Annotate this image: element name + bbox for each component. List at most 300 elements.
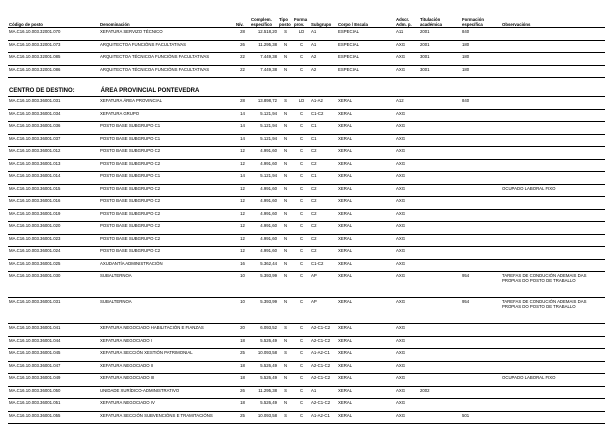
cell-subgrupo: A2-C1-C2 <box>310 399 337 412</box>
cell-niv: 18 <box>235 361 250 374</box>
cell-titulacion <box>419 209 461 222</box>
cell-adscr: AXG <box>395 234 419 247</box>
cell-forma: C <box>293 159 310 172</box>
cell-formacion <box>461 134 501 147</box>
cell-codigo: MA.C16.10.003.36001.014 <box>8 172 99 185</box>
cell-titulacion <box>419 234 461 247</box>
cell-corpo: ESPECIAL <box>337 40 395 53</box>
cell-adscr: AXG <box>395 336 419 349</box>
cell-subgrupo: A1 <box>310 40 337 53</box>
table-row <box>8 172 605 185</box>
cell-niv: 26 <box>235 386 250 399</box>
table-row <box>8 147 605 160</box>
cell-denominacion: ARQUITECTOA TÉCNICOA FUNCIÓNS FACULTATIVAS <box>99 65 235 78</box>
table-row <box>8 197 605 210</box>
cell-complemento: 4.991,60 <box>250 209 278 222</box>
cell-corpo: XERAL <box>337 122 395 135</box>
cell-codigo: MA.C16.10.003.36001.041 <box>8 324 99 337</box>
cell-subgrupo: A2-C1-C2 <box>310 374 337 387</box>
cell-observacions <box>501 53 605 66</box>
cell-observacions: TAREFAS DE CONDUCIÓN ADEMAIS DAS PROPIAS DO POSTO DE TRABALLO <box>501 298 605 324</box>
cell-niv: 16 <box>235 259 250 272</box>
cell-corpo: XERAL <box>337 247 395 260</box>
cell-corpo: XERAL <box>337 97 395 110</box>
cell-subgrupo: C2 <box>310 234 337 247</box>
cell-titulacion <box>419 122 461 135</box>
cell-titulacion <box>419 97 461 110</box>
cell-denominacion: POSTO BASE SUBGRUPO C2 <box>99 209 235 222</box>
cell-adscr: AXG <box>395 184 419 197</box>
cell-adscr: AXG <box>395 247 419 260</box>
cell-observacions <box>501 209 605 222</box>
cell-codigo: MA.C16.10.003.36001.051 <box>8 399 99 412</box>
cell-tipo: S <box>278 28 293 41</box>
cell-observacions <box>501 197 605 210</box>
cell-titulacion <box>419 197 461 210</box>
cell-niv: 14 <box>235 122 250 135</box>
table-row <box>8 349 605 362</box>
cell-adscr: AXG <box>395 259 419 272</box>
cell-corpo: XERAL <box>337 172 395 185</box>
cell-formacion: 840 <box>461 28 501 41</box>
cell-niv: 12 <box>235 159 250 172</box>
col-header-forma: Forma prov. <box>293 11 310 28</box>
cell-adscr: AXG <box>395 222 419 235</box>
cell-adscr: AXG <box>395 324 419 337</box>
cell-denominacion: XEFATURA ÁREA PROVINCIAL <box>99 97 235 110</box>
table-row <box>8 209 605 222</box>
cell-observacions <box>501 349 605 362</box>
col-header-observacions: Observacións <box>501 11 605 28</box>
cell-subgrupo: AP <box>310 272 337 298</box>
cell-denominacion: AXUDANTÍA ADMINISTRACIÓN <box>99 259 235 272</box>
cell-denominacion: POSTO BASE SUBGRUPO C2 <box>99 222 235 235</box>
cell-denominacion: XEFATURA SECCIÓN SUBVENCIÓNS E TRAMITACIÓNS <box>99 411 235 424</box>
cell-tipo: N <box>278 197 293 210</box>
cell-codigo: MA.C16.10.003.36001.031 <box>8 298 99 324</box>
table-row <box>8 336 605 349</box>
table-row <box>8 122 605 135</box>
cell-titulacion <box>419 134 461 147</box>
cell-codigo: MA.C16.10.003.32001.086 <box>8 65 99 78</box>
cell-titulacion: 3001 <box>419 65 461 78</box>
col-header-tipo: Tipo posto <box>278 11 293 28</box>
cell-observacions <box>501 28 605 41</box>
cell-complemento: 6.093,52 <box>250 324 278 337</box>
cell-adscr: A11 <box>395 28 419 41</box>
cell-observacions <box>501 147 605 160</box>
table-row <box>8 399 605 412</box>
cell-niv: 22 <box>235 65 250 78</box>
cell-forma: C <box>293 53 310 66</box>
cell-titulacion <box>419 172 461 185</box>
cell-formacion <box>461 234 501 247</box>
cell-titulacion: 3001 <box>419 53 461 66</box>
centre-heading <box>8 78 605 97</box>
cell-formacion <box>461 361 501 374</box>
cell-denominacion: UNIDADE XURÍDICO-ADMINISTRATIVO <box>99 386 235 399</box>
cell-complemento: 5.526,49 <box>250 361 278 374</box>
cell-formacion <box>461 197 501 210</box>
cell-corpo: XERAL <box>337 134 395 147</box>
cell-codigo: MA.C16.10.003.36001.049 <box>8 374 99 387</box>
cell-complemento: 12.518,20 <box>250 28 278 41</box>
cell-observacions <box>501 336 605 349</box>
cell-titulacion <box>419 147 461 160</box>
cell-adscr: AXG <box>395 386 419 399</box>
col-header-corpo: Corpo / Escala <box>337 11 395 28</box>
cell-complemento: 7.449,38 <box>250 65 278 78</box>
cell-denominacion: POSTO BASE SUBGRUPO C1 <box>99 122 235 135</box>
cell-codigo: MA.C16.10.003.36001.045 <box>8 349 99 362</box>
cell-adscr: AXG <box>395 134 419 147</box>
cell-observacions <box>501 361 605 374</box>
cell-titulacion <box>419 411 461 424</box>
col-header-adscr: Adscr. Adm. p. <box>395 11 419 28</box>
cell-tipo: S <box>278 324 293 337</box>
cell-tipo: N <box>278 159 293 172</box>
cell-observacions <box>501 324 605 337</box>
cell-tipo: N <box>278 222 293 235</box>
cell-observacions <box>501 40 605 53</box>
cell-adscr: AXG <box>395 298 419 324</box>
cell-complemento: 4.991,60 <box>250 197 278 210</box>
centre-label: CENTRO DE DESTINO: <box>9 88 75 94</box>
cell-codigo: MA.C16.10.003.36001.025 <box>8 259 99 272</box>
table-header <box>8 11 605 28</box>
cell-niv: 10 <box>235 272 250 298</box>
cell-corpo: XERAL <box>337 298 395 324</box>
cell-corpo: ESPECIAL <box>337 65 395 78</box>
cell-complemento: 5.526,49 <box>250 336 278 349</box>
cell-adscr: AXG <box>395 109 419 122</box>
cell-adscr: AXG <box>395 197 419 210</box>
cell-denominacion: XEFATURA NEGOCIADO HABILITACIÓN E FIANZAS <box>99 324 235 337</box>
cell-tipo: N <box>278 40 293 53</box>
cell-codigo: MA.C16.10.003.36001.023 <box>8 234 99 247</box>
cell-denominacion: XEFATURA NEGOCIADO III <box>99 374 235 387</box>
cell-denominacion: ARQUITECTOA TÉCNICOA FUNCIÓNS FACULTATIVAS <box>99 53 235 66</box>
cell-tipo: N <box>278 172 293 185</box>
cell-complemento: 5.121,94 <box>250 134 278 147</box>
cell-formacion <box>461 374 501 387</box>
cell-codigo: MA.C16.10.003.36001.047 <box>8 361 99 374</box>
cell-subgrupo: C2 <box>310 184 337 197</box>
cell-forma: C <box>293 147 310 160</box>
cell-forma: C <box>293 298 310 324</box>
cell-formacion: 180 <box>461 40 501 53</box>
cell-complemento: 11.295,38 <box>250 40 278 53</box>
cell-titulacion: 2002 <box>419 386 461 399</box>
cell-tipo: N <box>278 272 293 298</box>
table-body-group1 <box>8 28 605 78</box>
table-row <box>8 40 605 53</box>
cell-denominacion: XEFATURA GRUPO <box>99 109 235 122</box>
cell-codigo: MA.C16.10.003.36001.036 <box>8 122 99 135</box>
cell-complemento: 4.991,60 <box>250 159 278 172</box>
cell-adscr: AXG <box>395 65 419 78</box>
table-row <box>8 259 605 272</box>
cell-forma: C <box>293 234 310 247</box>
cell-denominacion: SUBALTERNOA <box>99 272 235 298</box>
table-row <box>8 272 605 298</box>
cell-denominacion: POSTO BASE SUBGRUPO C1 <box>99 172 235 185</box>
cell-complemento: 4.991,60 <box>250 184 278 197</box>
cell-forma: C <box>293 134 310 147</box>
cell-forma: C <box>293 272 310 298</box>
cell-codigo: MA.C16.10.003.36001.024 <box>8 247 99 260</box>
cell-adscr: AXG <box>395 147 419 160</box>
cell-niv: 14 <box>235 109 250 122</box>
cell-subgrupo: A2 <box>310 53 337 66</box>
cell-codigo: MA.C16.10.003.36001.016 <box>8 197 99 210</box>
cell-observacions <box>501 386 605 399</box>
cell-codigo: MA.C16.10.003.32001.073 <box>8 40 99 53</box>
cell-formacion: 840 <box>461 97 501 110</box>
cell-niv: 12 <box>235 197 250 210</box>
cell-corpo: XERAL <box>337 109 395 122</box>
table-body-group2 <box>8 97 605 424</box>
cell-subgrupo: C1 <box>310 122 337 135</box>
cell-complemento: 4.991,60 <box>250 247 278 260</box>
cell-formacion <box>461 209 501 222</box>
cell-niv: 18 <box>235 336 250 349</box>
cell-forma: C <box>293 247 310 260</box>
cell-forma: C <box>293 197 310 210</box>
table-row <box>8 361 605 374</box>
table-row <box>8 159 605 172</box>
cell-corpo: XERAL <box>337 222 395 235</box>
cell-formacion <box>461 122 501 135</box>
cell-formacion: 954 <box>461 298 501 324</box>
cell-niv: 18 <box>235 374 250 387</box>
cell-codigo: MA.C16.10.003.36001.019 <box>8 209 99 222</box>
cell-niv: 14 <box>235 172 250 185</box>
cell-forma: C <box>293 336 310 349</box>
positions-table <box>8 11 605 424</box>
cell-codigo: MA.C16.10.003.36001.055 <box>8 411 99 424</box>
cell-tipo: S <box>278 349 293 362</box>
cell-denominacion: XEFATURA SERVIZO TÉCNICO <box>99 28 235 41</box>
cell-formacion <box>461 399 501 412</box>
col-header-subgrupo: Subgrupo <box>310 11 337 28</box>
cell-observacions <box>501 259 605 272</box>
cell-observacions <box>501 247 605 260</box>
cell-subgrupo: A1-A2-C1 <box>310 349 337 362</box>
cell-observacions <box>501 172 605 185</box>
cell-corpo: XERAL <box>337 209 395 222</box>
cell-corpo: XERAL <box>337 386 395 399</box>
cell-tipo: N <box>278 247 293 260</box>
cell-denominacion: SUBALTERNOA <box>99 298 235 324</box>
cell-subgrupo: A2-C1-C2 <box>310 324 337 337</box>
cell-titulacion <box>419 361 461 374</box>
cell-observacions <box>501 222 605 235</box>
cell-forma: C <box>293 399 310 412</box>
cell-titulacion <box>419 374 461 387</box>
cell-tipo: N <box>278 53 293 66</box>
cell-tipo: N <box>278 336 293 349</box>
cell-complemento: 5.526,49 <box>250 374 278 387</box>
cell-forma: C <box>293 65 310 78</box>
cell-niv: 28 <box>235 97 250 110</box>
cell-adscr: AXG <box>395 40 419 53</box>
cell-corpo: XERAL <box>337 197 395 210</box>
cell-observacions: OCUPADO LABORAL FIXO <box>501 184 605 197</box>
cell-forma: C <box>293 109 310 122</box>
cell-adscr: AXG <box>395 209 419 222</box>
cell-titulacion <box>419 336 461 349</box>
cell-titulacion: 2001 <box>419 28 461 41</box>
cell-formacion <box>461 222 501 235</box>
cell-niv: 18 <box>235 399 250 412</box>
cell-complemento: 4.991,60 <box>250 222 278 235</box>
cell-observacions <box>501 109 605 122</box>
cell-denominacion: POSTO BASE SUBGRUPO C2 <box>99 247 235 260</box>
cell-denominacion: POSTO BASE SUBGRUPO C2 <box>99 184 235 197</box>
cell-complemento: 5.526,49 <box>250 399 278 412</box>
table-row <box>8 324 605 337</box>
table-row <box>8 222 605 235</box>
cell-titulacion <box>419 298 461 324</box>
cell-corpo: XERAL <box>337 349 395 362</box>
cell-formacion <box>461 247 501 260</box>
table-row <box>8 65 605 78</box>
cell-codigo: MA.C16.10.003.36001.013 <box>8 159 99 172</box>
cell-formacion <box>461 386 501 399</box>
cell-subgrupo: C1-C2 <box>310 109 337 122</box>
cell-forma: C <box>293 324 310 337</box>
cell-tipo: N <box>278 374 293 387</box>
cell-tipo: N <box>278 361 293 374</box>
cell-formacion: 954 <box>461 272 501 298</box>
cell-observacions <box>501 134 605 147</box>
cell-titulacion: 2001 <box>419 40 461 53</box>
cell-titulacion <box>419 247 461 260</box>
cell-formacion <box>461 336 501 349</box>
cell-formacion <box>461 159 501 172</box>
cell-complemento: 11.295,38 <box>250 386 278 399</box>
cell-denominacion: POSTO BASE SUBGRUPO C2 <box>99 234 235 247</box>
cell-subgrupo: A1-A2 <box>310 97 337 110</box>
cell-niv: 20 <box>235 324 250 337</box>
cell-niv: 12 <box>235 184 250 197</box>
cell-observacions <box>501 65 605 78</box>
cell-subgrupo: C1 <box>310 134 337 147</box>
cell-titulacion <box>419 259 461 272</box>
cell-adscr: AXG <box>395 159 419 172</box>
cell-complemento: 13.898,72 <box>250 97 278 110</box>
cell-corpo: XERAL <box>337 272 395 298</box>
cell-adscr: AXG <box>395 361 419 374</box>
cell-subgrupo: A1-A2-C1 <box>310 411 337 424</box>
cell-observacions: TAREFAS DE CONDUCIÓN ADEMAIS DAS PROPIAS DO POSTO DE TRABALLO <box>501 272 605 298</box>
cell-tipo: S <box>278 411 293 424</box>
cell-observacions <box>501 399 605 412</box>
cell-denominacion: XEFATURA SECCIÓN XESTIÓN PATRIMONIAL <box>99 349 235 362</box>
cell-tipo: N <box>278 109 293 122</box>
cell-corpo: XERAL <box>337 234 395 247</box>
cell-complemento: 5.121,94 <box>250 122 278 135</box>
cell-tipo: N <box>278 259 293 272</box>
col-header-titulacion: Titulación académica <box>419 11 461 28</box>
cell-formacion <box>461 349 501 362</box>
cell-subgrupo: A2-C1-C2 <box>310 336 337 349</box>
centre-section <box>8 78 605 97</box>
cell-denominacion: XEFATURA NEGOCIADO II <box>99 361 235 374</box>
cell-titulacion <box>419 222 461 235</box>
cell-forma: C <box>293 386 310 399</box>
cell-complemento: 10.093,58 <box>250 411 278 424</box>
cell-adscr: AXG <box>395 399 419 412</box>
cell-titulacion <box>419 159 461 172</box>
cell-forma: C <box>293 349 310 362</box>
cell-observacions <box>501 234 605 247</box>
col-header-complemento: Complem. específico <box>250 11 278 28</box>
cell-adscr: AXG <box>395 411 419 424</box>
cell-tipo: N <box>278 134 293 147</box>
cell-forma: C <box>293 374 310 387</box>
cell-forma: C <box>293 259 310 272</box>
cell-observacions <box>501 97 605 110</box>
cell-titulacion <box>419 184 461 197</box>
cell-formacion <box>461 259 501 272</box>
cell-observacions <box>501 411 605 424</box>
cell-corpo: XERAL <box>337 259 395 272</box>
cell-forma: C <box>293 222 310 235</box>
cell-corpo: XERAL <box>337 336 395 349</box>
cell-denominacion: POSTO BASE SUBGRUPO C2 <box>99 159 235 172</box>
cell-corpo: XERAL <box>337 159 395 172</box>
cell-complemento: 7.449,38 <box>250 53 278 66</box>
table-row <box>8 134 605 147</box>
cell-complemento: 5.393,99 <box>250 272 278 298</box>
cell-tipo: N <box>278 399 293 412</box>
cell-tipo: N <box>278 65 293 78</box>
cell-adscr: AXG <box>395 172 419 185</box>
cell-tipo: S <box>278 97 293 110</box>
cell-corpo: XERAL <box>337 374 395 387</box>
col-header-codigo: Código de posto <box>8 11 99 28</box>
cell-complemento: 5.121,94 <box>250 109 278 122</box>
cell-codigo: MA.C16.10.003.36001.020 <box>8 222 99 235</box>
cell-codigo: MA.C16.10.003.36001.044 <box>8 336 99 349</box>
cell-subgrupo: C1 <box>310 172 337 185</box>
cell-subgrupo: C2 <box>310 222 337 235</box>
cell-forma: C <box>293 122 310 135</box>
cell-titulacion <box>419 349 461 362</box>
cell-corpo: XERAL <box>337 399 395 412</box>
cell-codigo: MA.C16.10.003.32001.070 <box>8 28 99 41</box>
cell-corpo: XERAL <box>337 147 395 160</box>
cell-complemento: 5.362,44 <box>250 259 278 272</box>
cell-denominacion: POSTO BASE SUBGRUPO C2 <box>99 147 235 160</box>
cell-complemento: 5.121,94 <box>250 172 278 185</box>
cell-complemento: 4.991,60 <box>250 234 278 247</box>
cell-subgrupo: C2 <box>310 197 337 210</box>
cell-corpo: ESPECIAL <box>337 53 395 66</box>
cell-formacion <box>461 172 501 185</box>
cell-subgrupo: C2 <box>310 209 337 222</box>
cell-adscr: AXG <box>395 272 419 298</box>
col-header-denominacion: Denominación <box>99 11 235 28</box>
cell-codigo: MA.C16.10.003.36001.037 <box>8 134 99 147</box>
cell-adscr: A12 <box>395 97 419 110</box>
cell-tipo: S <box>278 386 293 399</box>
cell-niv: 22 <box>235 53 250 66</box>
cell-titulacion <box>419 272 461 298</box>
cell-formacion <box>461 109 501 122</box>
